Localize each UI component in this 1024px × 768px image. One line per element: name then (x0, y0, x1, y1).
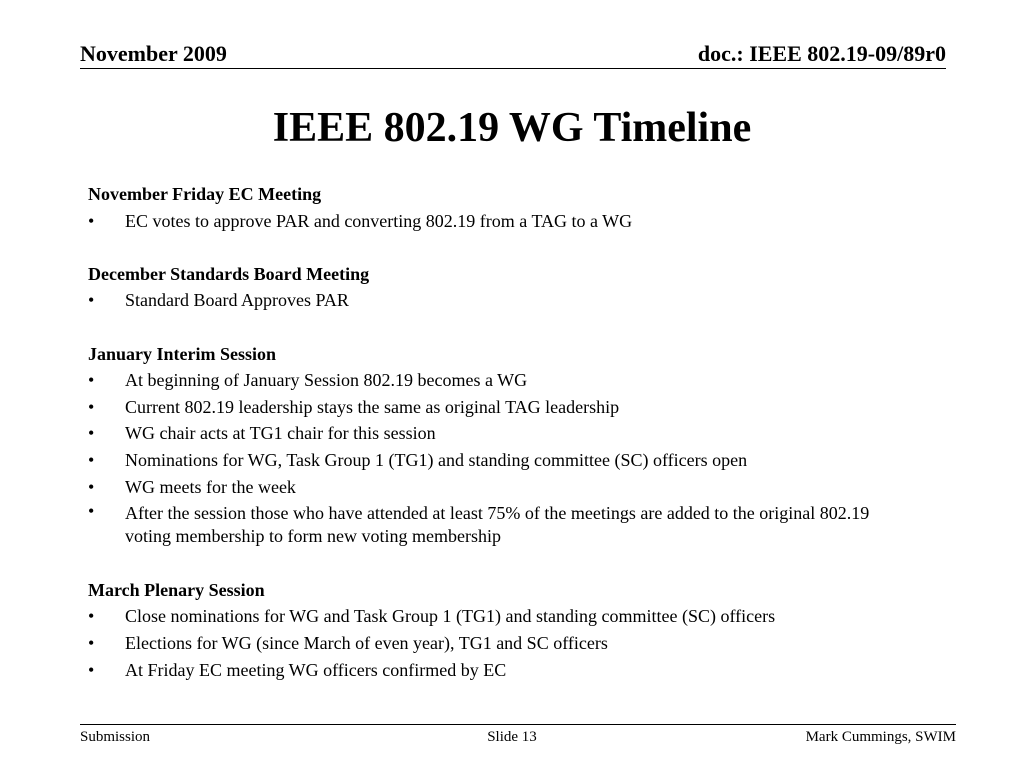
bullet-icon: • (88, 606, 95, 627)
bullet-icon: • (88, 659, 95, 680)
slide-content (88, 181, 908, 683)
list-item (88, 420, 908, 447)
bullet-icon: • (88, 632, 95, 653)
bullet-text: EC votes to approve PAR and converting 802.19 from a TAG to a WG (125, 210, 633, 231)
bullet-text: Close nominations for WG and Task Group 1 (TG1) and standing committee (SC) officers (125, 606, 776, 627)
bullet-icon: • (88, 501, 95, 522)
list-item (88, 657, 908, 684)
header-divider (80, 68, 946, 69)
footer-slide-number: Slide 13 (487, 729, 537, 745)
bullet-text: After the session those who have attended at least 75% of the meetings are added to the original 802.19 voting membership to form new voting membership (125, 503, 870, 547)
list-item (88, 447, 908, 474)
bullet-text: Current 802.19 leadership stays the same as original TAG leadership (125, 396, 620, 417)
footer-divider (80, 724, 956, 725)
section-heading: November Friday EC Meeting (88, 184, 322, 204)
list-item (88, 367, 908, 394)
section-december (88, 261, 908, 314)
section-heading: March Plenary Session (88, 579, 265, 600)
list-item (88, 500, 908, 550)
footer-author: Mark Cummings, SWIM (805, 729, 956, 745)
footer-submission: Submission (80, 729, 151, 745)
bullet-text: WG chair acts at TG1 chair for this session (125, 423, 436, 444)
bullet-text: At beginning of January Session 802.19 becomes a WG (125, 370, 528, 391)
section-march (88, 577, 908, 683)
bullet-text: Standard Board Approves PAR (125, 290, 349, 311)
section-november (88, 181, 908, 234)
list-item (88, 394, 908, 421)
bullet-icon: • (88, 423, 95, 444)
header-date: November 2009 (80, 41, 227, 66)
section-heading: January Interim Session (88, 343, 277, 364)
bullet-text: Nominations for WG, Task Group 1 (TG1) and standing committee (SC) officers open (125, 449, 748, 470)
bullet-icon: • (88, 396, 95, 417)
bullet-icon: • (88, 370, 95, 391)
list-item (88, 474, 908, 501)
bullet-icon: • (88, 476, 95, 497)
header-doc-id: doc.: IEEE 802.19-09/89r0 (697, 41, 946, 66)
list-item (88, 630, 908, 657)
bullet-icon: • (88, 210, 95, 231)
list-item (88, 603, 908, 630)
bullet-icon: • (88, 449, 95, 470)
section-heading: December Standards Board Meeting (88, 263, 370, 284)
bullet-text: Elections for WG (since March of even year), TG1 and SC officers (125, 632, 608, 653)
list-item (88, 208, 908, 235)
section-january (88, 341, 908, 551)
slide-title: IEEE 802.19 WG Timeline (272, 105, 752, 151)
list-item (88, 287, 908, 314)
bullet-text: At Friday EC meeting WG officers confirmed by EC (125, 659, 507, 680)
bullet-icon: • (88, 290, 95, 311)
bullet-text: WG meets for the week (125, 476, 296, 497)
